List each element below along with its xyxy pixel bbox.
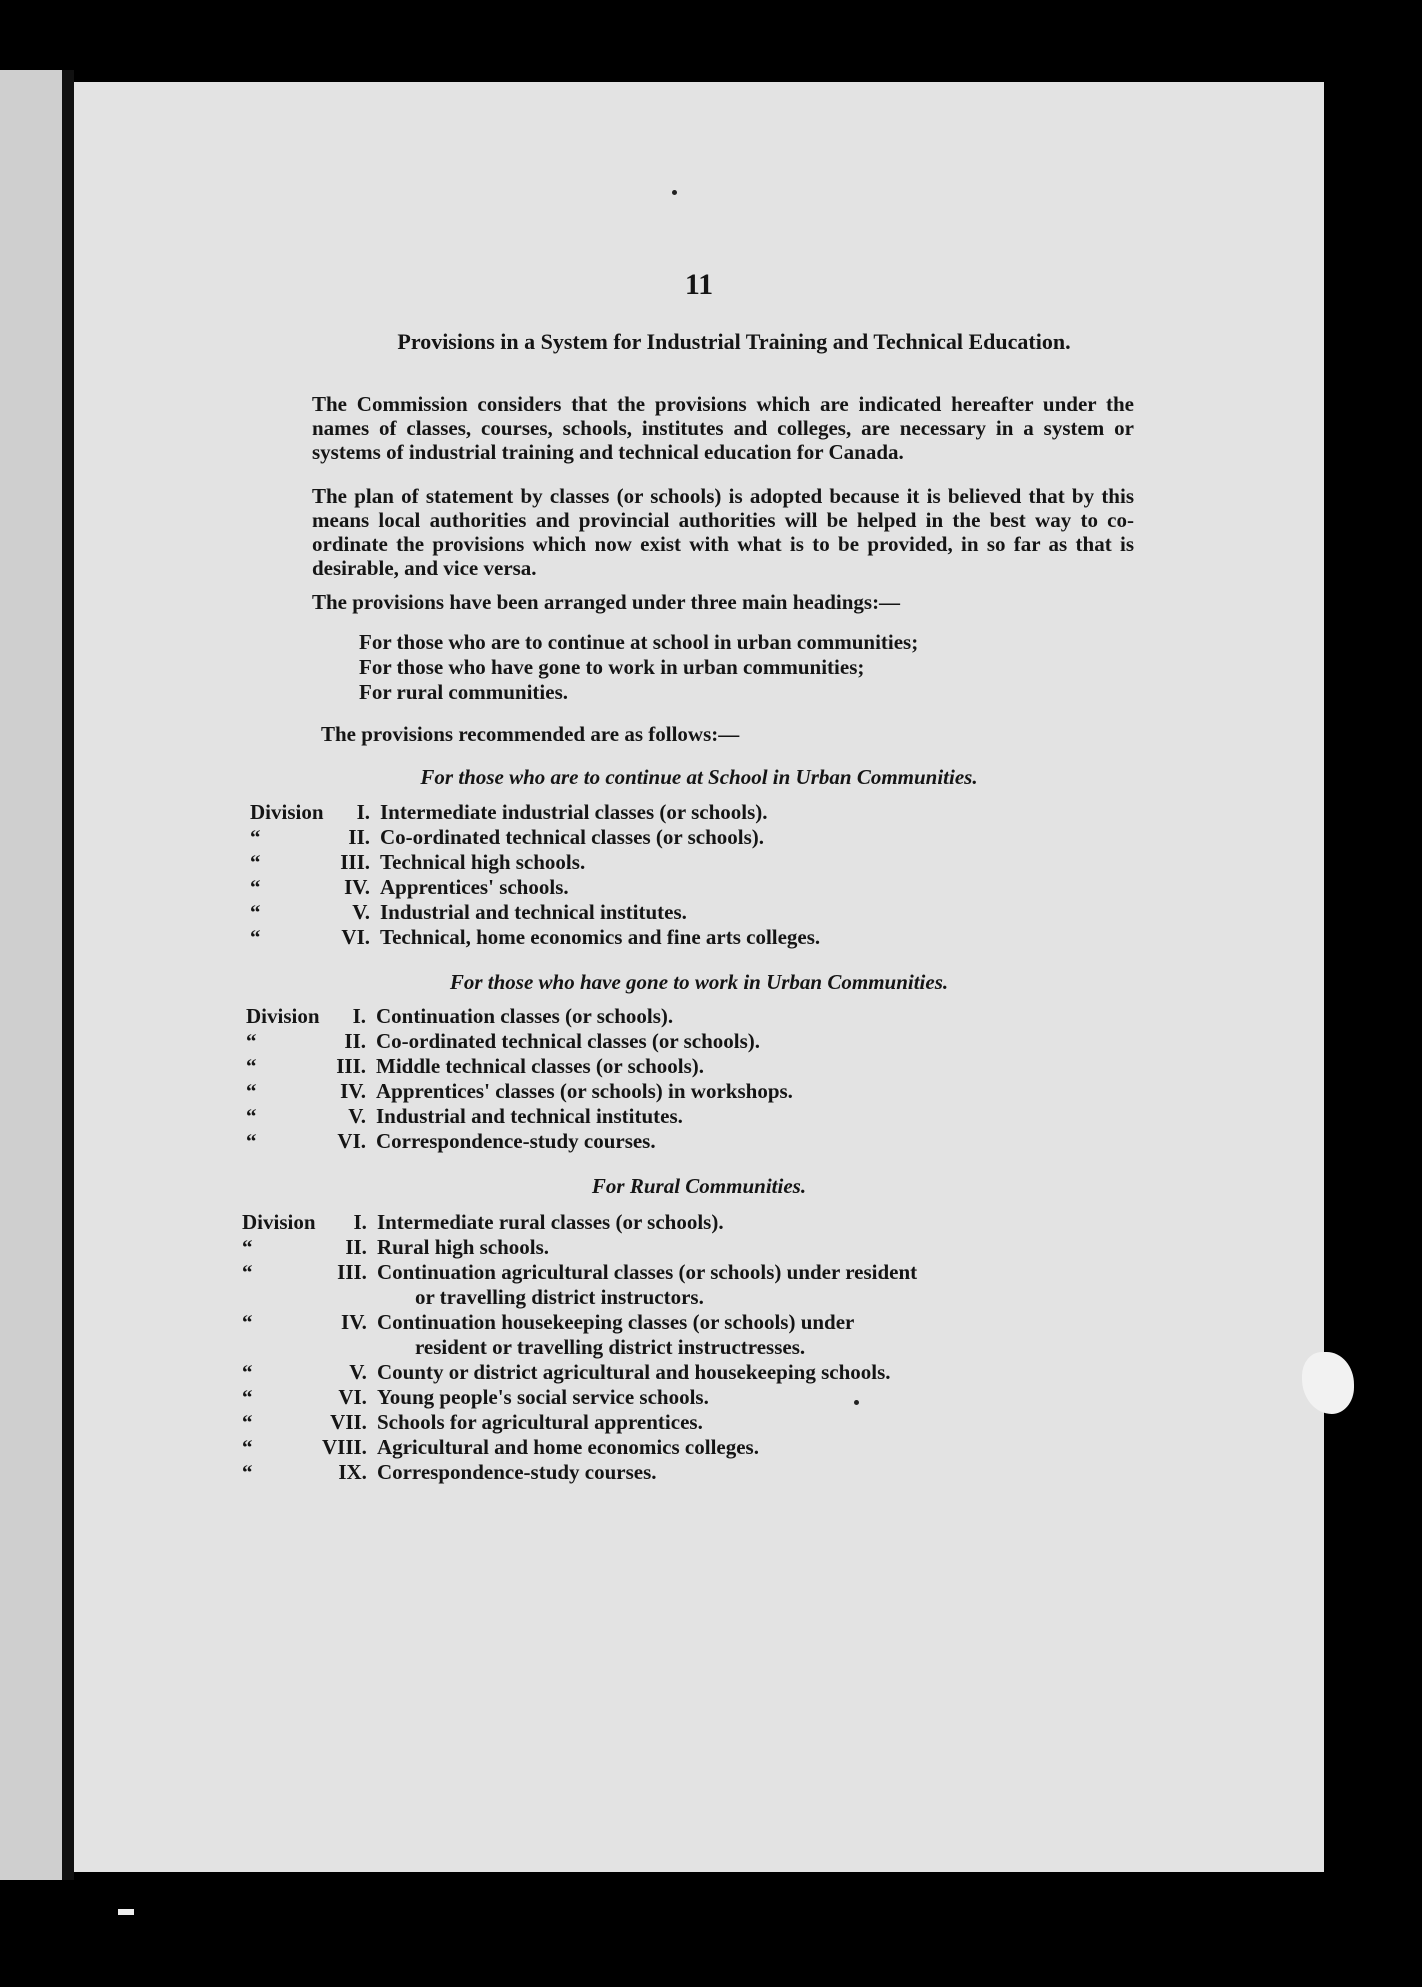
division-list-urban-school (250, 800, 940, 950)
division-row: “ VIII. Agricultural and home economics colleges. (242, 1435, 759, 1459)
section-title-urban-school: For those who are to continue at School in Urban Communities. (420, 765, 978, 789)
page-heading: Provisions in a System for Industrial Training and Technical Education. (397, 329, 1071, 354)
paragraph-2: The plan of statement by classes (or schools) is adopted because it is believed that by this means local authorities and provincial authorities will be helped in the best way to co-ordinate the provisions which now exist with what is to be provided, in so far as that is desirable, and vice versa. (312, 484, 1134, 580)
division-row: “ III. Continuation agricultural classes (or schools) under resident or travelling district instructors. (242, 1260, 918, 1309)
main-headings-list (359, 630, 1119, 705)
division-row: “ IV. Apprentices' classes (or schools) in workshops. (246, 1079, 793, 1103)
division-row: “ V. Industrial and technical institutes. (246, 1104, 683, 1128)
division-row: “ IV. Apprentices' schools. (250, 875, 569, 899)
division-row: “ III. Technical high schools. (250, 850, 586, 874)
document-page (74, 82, 1324, 1872)
scan-speck (854, 1400, 859, 1405)
division-row: Division I. Intermediate rural classes (or schools). (242, 1210, 724, 1234)
provisions-intro: The provisions recommended are as follows:— (321, 722, 740, 746)
division-row: “ VI. Technical, home economics and fine arts colleges. (250, 925, 821, 949)
division-row: “ VI. Young people's social service schools. (242, 1385, 709, 1409)
scan-speck (672, 190, 677, 195)
facing-page-edge (0, 70, 62, 1880)
section-title-rural: For Rural Communities. (591, 1174, 807, 1198)
division-row: “ II. Co-ordinated technical classes (or schools). (246, 1029, 760, 1053)
division-row: “ VI. Correspondence-study courses. (246, 1129, 656, 1153)
division-list-rural (242, 1210, 1017, 1485)
page-number: 11 (684, 268, 714, 301)
section-title-urban-work: For those who have gone to work in Urban Communities. (449, 970, 949, 994)
book-gutter (62, 70, 74, 1880)
division-row: “ II. Rural high schools. (242, 1235, 550, 1259)
division-row: “ II. Co-ordinated technical classes (or schools). (250, 825, 764, 849)
scan-artifact (118, 1909, 134, 1915)
division-row: “ V. County or district agricultural and housekeeping schools. (242, 1360, 891, 1384)
main-heading-item: For those who are to continue at school in urban communities; (359, 630, 919, 654)
main-heading-item: For those who have gone to work in urban communities; (359, 655, 865, 679)
division-row: Division I. Intermediate industrial classes (or schools). (250, 800, 768, 824)
division-row: Division I. Continuation classes (or schools). (246, 1004, 674, 1028)
division-list-urban-work (246, 1004, 936, 1154)
division-row: “ III. Middle technical classes (or schools). (246, 1054, 705, 1078)
paragraph-3: The provisions have been arranged under three main headings:— (312, 590, 901, 614)
division-row: “ IV. Continuation housekeeping classes (or schools) under resident or travelling district instructresses. (242, 1310, 855, 1359)
division-row: “ VII. Schools for agricultural apprentices. (242, 1410, 703, 1434)
division-row: “ V. Industrial and technical institutes. (250, 900, 687, 924)
paragraph-1: The Commission considers that the provisions which are indicated hereafter under the names of classes, courses, schools, institutes and colleges, are necessary in a system or systems of industrial training and technical education for Canada. (312, 392, 1134, 464)
main-heading-item: For rural communities. (359, 680, 568, 704)
division-row: “ IX. Correspondence-study courses. (242, 1460, 657, 1484)
